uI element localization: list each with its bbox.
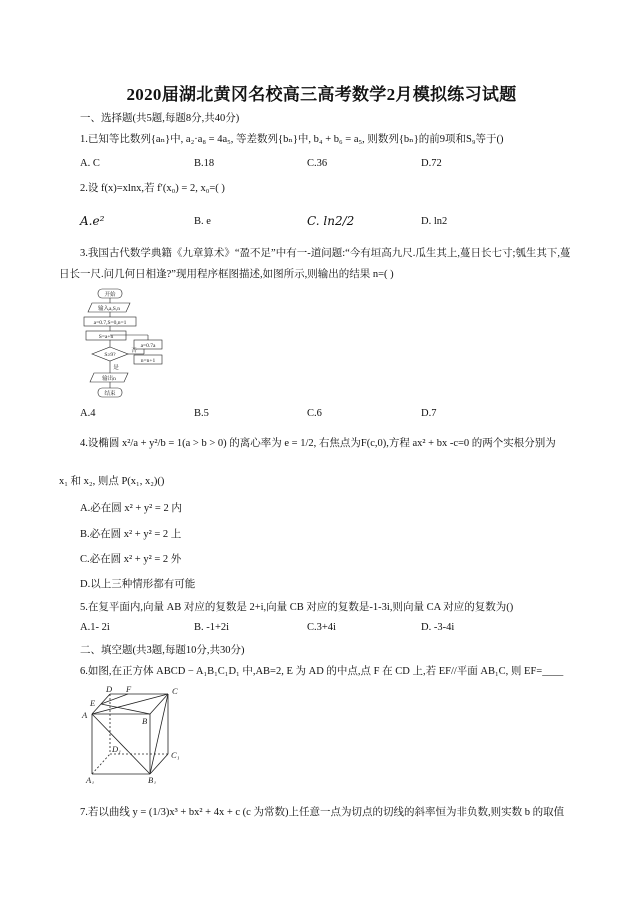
q2-option-d: D. ln2	[421, 216, 448, 227]
flow-no-label: 否	[131, 348, 137, 354]
flowchart-diagram	[78, 287, 170, 405]
section-heading-choice: 一、选择题(共5题,每题8分,共40分)	[80, 113, 240, 124]
q1-option-d: D.72	[421, 158, 442, 169]
flow-start-label: 开始	[104, 292, 116, 298]
question-2-text: 2.设 f(x)=xlnx,若 f′(x₀) = 2, x₀=( )	[80, 183, 225, 194]
cube-label-d1: D₁	[112, 744, 122, 754]
question-4-line-2: x₁ 和 x₂, 则点 P(x₁, x₂)()	[59, 476, 165, 487]
cube-label-c1: C₁	[171, 750, 180, 760]
cube-label-b: B	[142, 716, 148, 726]
cube-diagram	[80, 684, 190, 784]
cube-label-e: E	[90, 698, 96, 708]
flow-output-label: 输出n	[102, 376, 116, 382]
question-3-line-1: 3.我国古代数学典籍《九章算术》“盈不足”中有一-道问题:“今有垣高九尺.瓜生其上,蔓日长七寸;瓠生其下,蔓	[80, 248, 571, 259]
q1-option-a: A. C	[80, 158, 100, 169]
page-title: 2020届湖北黄冈名校高三高考数学2月模拟练习试题	[126, 85, 517, 104]
q5-option-d: D. -3-4i	[421, 622, 455, 633]
q2-option-b: B. e	[194, 216, 211, 227]
flow-update1-label: a=0.7a	[140, 343, 156, 349]
question-3-line-2: 日长一尺.问几何日相逢?”现用程序框图描述,如图所示,则输出的结果 n=( )	[59, 269, 394, 280]
flow-yes-label: 是	[113, 365, 119, 371]
section-heading-fill: 二、填空题(共3题,每题10分,共30分)	[80, 645, 245, 656]
flow-cond-label: S≥9?	[104, 352, 116, 358]
flow-init-label: a=0.7,S=0,n=1	[93, 320, 127, 326]
q1-option-c: C.36	[307, 158, 328, 169]
q2-option-c: C. ln2/2	[307, 214, 355, 228]
question-4-line-1: 4.设椭圆 x²/a + y²/b = 1(a > b > 0) 的离心率为 e = 1/2, 右焦点为F(c,0),方程 ax² + bx -c=0 的两个实根分别为	[80, 438, 556, 449]
q4-option-d: D.以上三种情形都有可能	[80, 579, 196, 590]
q3-option-a: A.4	[80, 408, 96, 419]
q3-option-c: C.6	[307, 408, 322, 419]
q3-option-d: D.7	[421, 408, 437, 419]
cube-label-a: A	[82, 710, 88, 720]
cube-label-a1: A₁	[86, 775, 95, 784]
cube-label-b1: B₁	[148, 775, 157, 784]
q5-option-c: C.3+4i	[307, 622, 336, 633]
cube-label-f: F	[126, 684, 132, 694]
q4-option-c: C.必在圆 x² + y² = 2 外	[80, 554, 182, 565]
cube-label-d: D	[106, 684, 113, 694]
flow-step-label: S=a+n	[98, 334, 114, 340]
question-1-text: 1.已知等比数列{aₙ}中, a₂·a₈ = 4a₅, 等差数列{bₙ}中, b₄ + b₆ = a₅, 则数列{bₙ}的前9项和S₉等于()	[80, 134, 504, 145]
q4-option-a: A.必在圆 x² + y² = 2 内	[80, 503, 182, 514]
q3-option-b: B.5	[194, 408, 209, 419]
question-6-text: 6.如图,在正方体 ABCD − A₁B₁C₁D₁ 中,AB=2, E 为 AD 的中点,点 F 在 CD 上,若 EF//平面 AB₁C, 则 EF=____	[80, 666, 564, 677]
flow-input-label: 输入a,S,n	[97, 306, 121, 312]
q1-option-b: B.18	[194, 158, 215, 169]
question-7-text: 7.若以曲线 y = (1/3)x³ + bx² + 4x + c (c 为常数)上任意一点为切点的切线的斜率恒为非负数,则实数 b 的取值	[80, 807, 565, 818]
q4-option-b: B.必在圆 x² + y² = 2 上	[80, 529, 182, 540]
q2-option-a: A.e²	[80, 214, 105, 228]
q5-option-b: B. -1+2i	[194, 622, 230, 633]
question-5-text: 5.在复平面内,向量 AB 对应的复数是 2+i,向量 CB 对应的复数是-1-3i,则向量 CA 对应的复数为()	[80, 602, 514, 613]
q5-option-a: A.1- 2i	[80, 622, 110, 633]
flow-end-label: 结束	[104, 391, 116, 397]
cube-label-c: C	[172, 686, 178, 696]
flow-update2-label: n=n+1	[140, 358, 156, 364]
